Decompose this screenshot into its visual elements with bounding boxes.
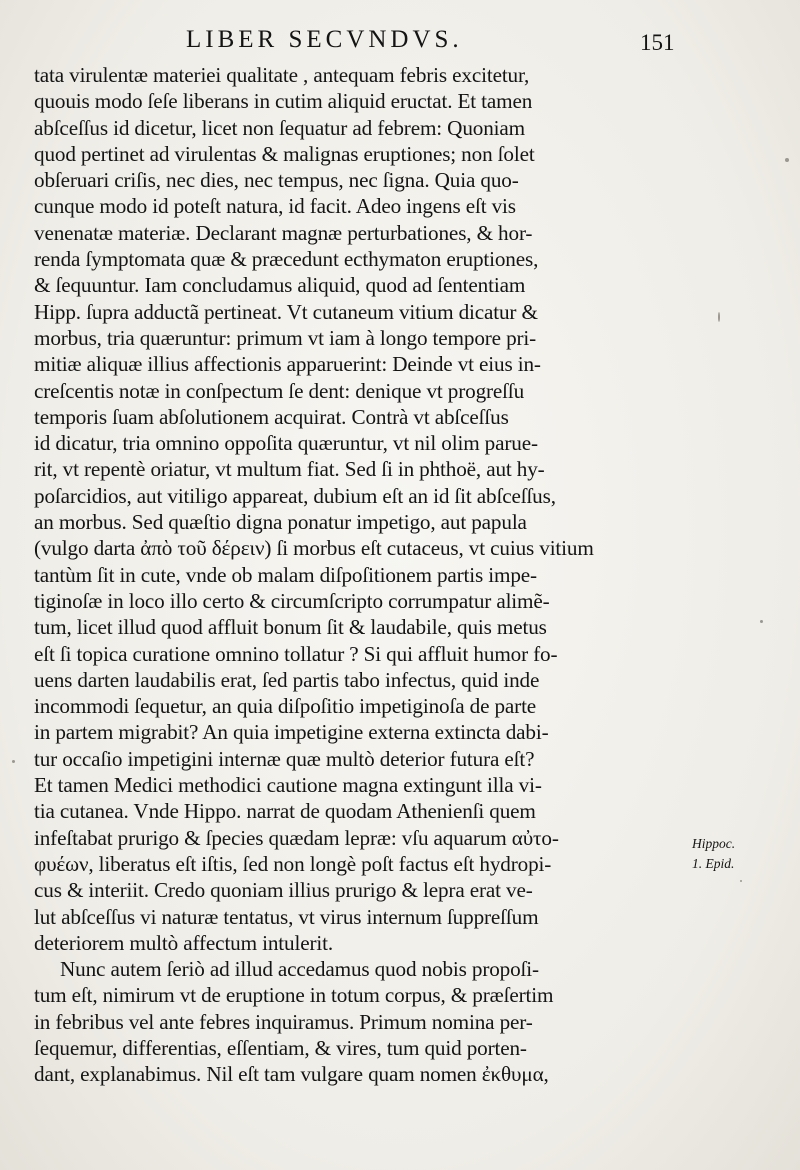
- paper-speck: [718, 312, 720, 322]
- text-line: rit, vt repentè oriatur, vt multum fiat. Sed ſi in phthoë, aut hy-: [34, 457, 545, 482]
- text-line: mitiæ aliquæ illius affectionis apparuerint: Deinde vt eius in-: [34, 352, 541, 377]
- text-line: tia cutanea. Vnde Hippo. narrat de quodam Athenienſi quem: [34, 799, 536, 824]
- margin-note: [692, 834, 782, 874]
- text-line: tum, licet illud quod affluit bonum ſit & laudabile, quis metus: [34, 615, 547, 640]
- text-line: renda ſymptomata quæ & præcedunt ecthymaton eruptiones,: [34, 247, 539, 272]
- margin-note-line: 1. Epid.: [692, 856, 735, 871]
- text-line: id dicatur, tria omnino oppoſita quæruntur, vt nil olim parue-: [34, 431, 538, 456]
- paper-speck: [12, 760, 15, 763]
- text-line: cus & interiit. Credo quoniam illius prurigo & lepra erat ve-: [34, 878, 533, 903]
- text-line: deteriorem multò affectum intulerit.: [34, 930, 333, 955]
- paper-speck: [760, 620, 763, 623]
- text-line: Hipp. ſupra adductã pertineat. Vt cutaneum vitium dicatur &: [34, 299, 538, 324]
- text-line: incommodi ſequetur, an quia diſpoſitio impetiginoſa de parte: [34, 694, 537, 719]
- text-line: quod pertinet ad virulentas & malignas eruptiones; non ſolet: [34, 141, 535, 166]
- text-line: abſceſſus id dicetur, licet non ſequatur ad febrem: Quoniam: [34, 115, 525, 140]
- text-line: temporis ſuam abſolutionem acquirat. Contrà vt abſceſſus: [34, 404, 509, 429]
- text-line: dant, explanabimus. Nil eſt tam vulgare quam nomen ἐκθυμα,: [34, 1062, 549, 1087]
- paper-speck: [740, 880, 742, 882]
- paragraph-start-line: Nunc autem ſeriò ad illud accedamus quod nobis propoſi-: [60, 957, 539, 982]
- text-line: creſcentis notæ in conſpectum ſe dent: denique vt progreſſu: [34, 378, 525, 403]
- text-line: Et tamen Medici methodici cautione magna extingunt illa vi-: [34, 773, 542, 798]
- page-number: 151: [640, 30, 675, 55]
- text-line: uens darten laudabilis erat, ſed partis tabo infectus, quid inde: [34, 667, 540, 692]
- text-line: φυέων, liberatus eſt iſtis, ſed non longè poſt factus eſt hydropi-: [34, 851, 552, 876]
- text-line: tur occaſio impetigini internæ quæ multò deterior futura eſt?: [34, 746, 535, 771]
- text-line: (vulgo darta ἀπὸ τοῦ δέρειν) ſi morbus eſt cutaceus, vt cuius vitium: [34, 536, 594, 561]
- text-line: in febribus vel ante febres inquiramus. Primum nomina per-: [34, 1009, 533, 1034]
- text-line: ſequemur, differentias, eſſentiam, & vires, tum quid porten-: [34, 1035, 527, 1060]
- text-line: in partem migrabit? An quia impetigine externa extincta dabi-: [34, 720, 549, 745]
- text-line: lut abſceſſus vi naturæ tentatus, vt virus internum ſuppreſſum: [34, 904, 539, 929]
- text-line: venenatæ materiæ. Declarant magnæ perturbationes, & hor-: [34, 220, 533, 245]
- text-line: tantùm ſit in cute, vnde ob malam diſpoſitionem partis impe-: [34, 562, 537, 587]
- running-head: LIBER SECVNDVS.: [186, 26, 463, 53]
- text-line: eſt ſi topica curatione omnino tollatur ? Si qui affluit humor fo-: [34, 641, 558, 666]
- paper-speck: [785, 158, 789, 162]
- text-line: tata virulentæ materiei qualitate , antequam febris excitetur,: [34, 63, 530, 87]
- text-line: infeſtabat prurigo & ſpecies quædam lepræ: vſu aquarum αὐτο-: [34, 825, 559, 850]
- text-line: poſarcidios, aut vitiligo appareat, dubium eſt an id ſit abſceſſus,: [34, 483, 556, 508]
- text-line: tiginoſæ in loco illo certo & circumſcripto corrumpatur alimẽ-: [34, 588, 550, 613]
- text-line: & ſequuntur. Iam concludamus aliquid, quod ad ſententiam: [34, 273, 526, 298]
- text-line: quouis modo ſeſe liberans in cutim aliquid eructat. Et tamen: [34, 89, 533, 114]
- text-line: cunque modo id poteſt natura, id facit. Adeo ingens eſt vis: [34, 194, 516, 219]
- text-line: tum eſt, nimirum vt de eruptione in totum corpus, & præſertim: [34, 983, 554, 1008]
- page-header: [0, 22, 800, 62]
- text-line: obſeruari criſis, nec dies, nec tempus, nec ſigna. Quia quo-: [34, 168, 519, 193]
- margin-note-line: Hippoc.: [692, 836, 736, 851]
- text-line: an morbus. Sed quæſtio digna ponatur impetigo, aut papula: [34, 510, 527, 535]
- text-line: morbus, tria quæruntur: primum vt iam à longo tempore pri-: [34, 325, 537, 350]
- body-text: [34, 62, 674, 1088]
